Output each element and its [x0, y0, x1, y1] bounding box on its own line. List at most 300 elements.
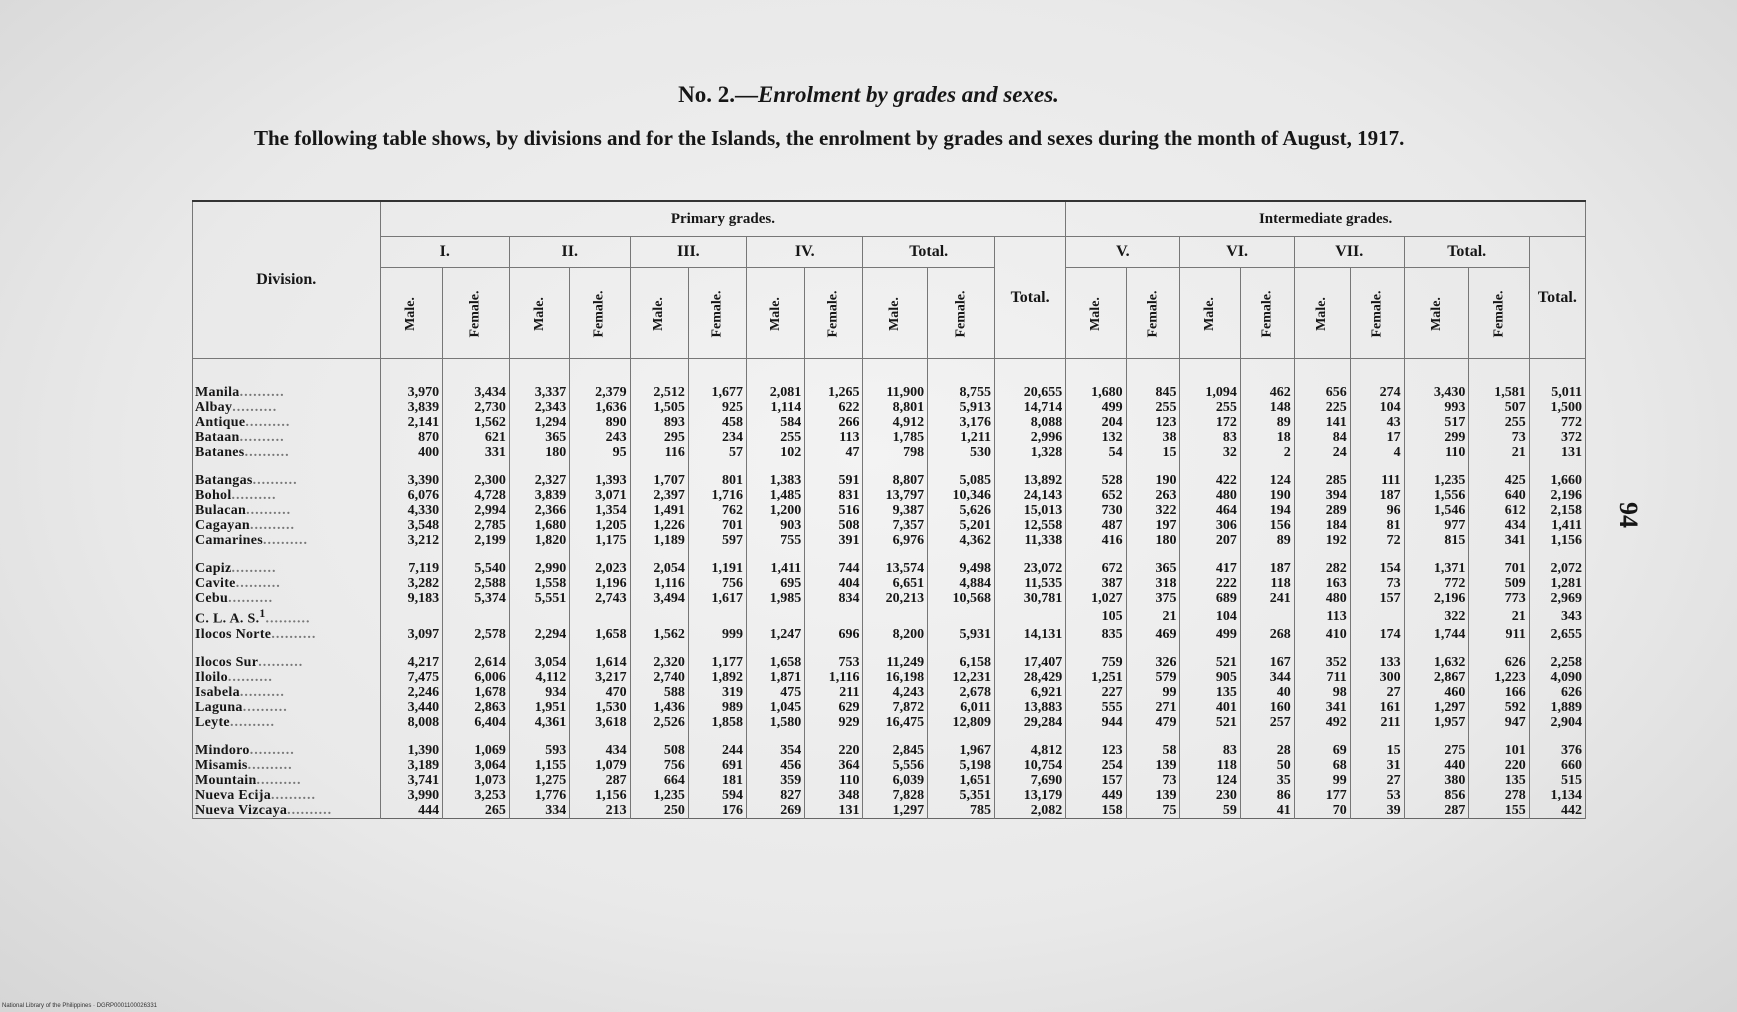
table-cell: 622 [805, 400, 863, 415]
table-cell: 3,071 [570, 488, 630, 503]
table-cell: 359 [747, 773, 805, 788]
table-cell: 1,680 [1066, 359, 1126, 401]
table-cell: 517 [1404, 415, 1469, 430]
table-cell: 6,404 [443, 715, 510, 730]
table-cell: 2,614 [443, 655, 510, 670]
division-name: Albay [195, 400, 233, 415]
table-cell: 84 [1294, 430, 1350, 445]
table-cell: 24 [1294, 445, 1350, 460]
table-cell: 629 [805, 700, 863, 715]
table-cell: 11,535 [994, 576, 1065, 591]
table-cell: 905 [1180, 670, 1240, 685]
table-cell: 18 [1240, 430, 1294, 445]
table-cell: 69 [1294, 743, 1350, 758]
table-cell: 24,143 [994, 488, 1065, 503]
table-cell: 464 [1180, 503, 1240, 518]
table-cell: 5,931 [928, 627, 995, 642]
table-cell: 475 [747, 685, 805, 700]
table-cell: 584 [747, 415, 805, 430]
table-cell: 460 [1404, 685, 1469, 700]
table-cell: 444 [380, 803, 443, 819]
table-cell: 1,776 [509, 788, 569, 803]
table-cell: 856 [1404, 788, 1469, 803]
table-cell: 354 [747, 743, 805, 758]
table-cell: 41 [1240, 803, 1294, 819]
leader-dots: .......... [249, 742, 295, 758]
table-cell: 4,912 [863, 415, 928, 430]
table-cell: 2,366 [509, 503, 569, 518]
table-cell: 480 [1180, 488, 1240, 503]
table-cell: 929 [805, 715, 863, 730]
table-cell: 265 [443, 803, 510, 819]
division-name: Misamis [195, 757, 248, 773]
table-cell: 1,281 [1529, 576, 1585, 591]
table-cell: 116 [630, 445, 688, 460]
table-cell: 220 [805, 743, 863, 758]
table-cell: 2,294 [509, 627, 569, 642]
table-cell: 59 [1180, 803, 1240, 819]
table-cell: 5,913 [928, 400, 995, 415]
table-cell: 400 [380, 445, 443, 460]
leader-dots: .......... [239, 385, 285, 400]
division-name-cell [193, 606, 381, 627]
table-cell: 555 [1066, 700, 1126, 715]
table-cell: 156 [1240, 518, 1294, 533]
table-cell: 442 [1529, 803, 1585, 819]
table-cell: 640 [1469, 488, 1529, 503]
table-cell: 13,892 [994, 473, 1065, 488]
table-cell: 139 [1126, 758, 1180, 773]
table-cell: 7,828 [863, 788, 928, 803]
leader-dots: .......... [235, 576, 281, 591]
table-cell: 515 [1529, 773, 1585, 788]
table-cell: 98 [1294, 685, 1350, 700]
table-cell: 1,189 [630, 533, 688, 548]
table-cell: 999 [688, 627, 746, 642]
table-cell: 755 [747, 533, 805, 548]
table-cell: 73 [1350, 576, 1404, 591]
table-cell: 2,578 [443, 627, 510, 642]
leader-dots: .......... [287, 802, 333, 818]
table-cell: 3,434 [443, 359, 510, 401]
table-cell: 989 [688, 700, 746, 715]
table-cell: 1,505 [630, 400, 688, 415]
table-cell: 1,614 [570, 655, 630, 670]
table-cell: 163 [1294, 576, 1350, 591]
table-cell: 234 [688, 430, 746, 445]
division-name-cell [193, 773, 381, 788]
table-cell: 3,212 [380, 533, 443, 548]
table-cell: 343 [1529, 606, 1585, 627]
table-cell: 456 [747, 758, 805, 773]
table-cell: 401 [1180, 700, 1240, 715]
division-name-cell [193, 488, 381, 503]
table-cell: 2,678 [928, 685, 995, 700]
female-label: Female. [1369, 289, 1385, 338]
title-text: Enrolment by grades and sexes. [757, 82, 1059, 107]
table-cell: 57 [688, 445, 746, 460]
table-cell: 299 [1404, 430, 1469, 445]
table-cell: 492 [1294, 715, 1350, 730]
division-name: Iloilo [195, 669, 228, 685]
table-cell: 89 [1240, 533, 1294, 548]
table-cell: 352 [1294, 655, 1350, 670]
division-name: Manila [195, 385, 240, 400]
division-name: Antique [195, 415, 246, 430]
female-label: Female. [1491, 289, 1507, 338]
table-cell: 1,156 [1529, 533, 1585, 548]
group-spacer [193, 548, 1586, 561]
table-cell: 744 [805, 561, 863, 576]
male-label: Male. [1087, 296, 1103, 331]
female-label: Female. [825, 289, 841, 338]
table-cell: 70 [1294, 803, 1350, 819]
table-cell: 2,588 [443, 576, 510, 591]
table-cell: 626 [1529, 685, 1585, 700]
table-cell: 1,235 [1404, 473, 1469, 488]
table-cell: 2,785 [443, 518, 510, 533]
table-cell: 798 [863, 445, 928, 460]
male-label: Male. [1428, 296, 1444, 331]
table-cell: 3,741 [380, 773, 443, 788]
table-cell: 944 [1066, 715, 1126, 730]
table-cell [805, 606, 863, 627]
table-cell: 3,970 [380, 359, 443, 401]
table-cell: 1,265 [805, 359, 863, 401]
table-cell: 391 [805, 533, 863, 548]
table-cell: 6,976 [863, 533, 928, 548]
male-header [747, 268, 805, 359]
table-cell: 2,969 [1529, 591, 1585, 606]
table-cell: 13,574 [863, 561, 928, 576]
table-cell: 3,839 [380, 400, 443, 415]
table-cell: 180 [1126, 533, 1180, 548]
table-cell: 99 [1126, 685, 1180, 700]
division-name-cell [193, 788, 381, 803]
table-cell: 167 [1240, 655, 1294, 670]
female-header [570, 268, 630, 359]
table-cell: 2,863 [443, 700, 510, 715]
table-cell: 947 [1469, 715, 1529, 730]
table-cell: 449 [1066, 788, 1126, 803]
table-cell: 14,714 [994, 400, 1065, 415]
table-cell: 387 [1066, 576, 1126, 591]
table-cell: 83 [1180, 430, 1240, 445]
table-cell: 176 [688, 803, 746, 819]
table-cell: 155 [1469, 803, 1529, 819]
leader-dots: .......... [239, 684, 285, 700]
female-label: Female. [1259, 289, 1275, 338]
table-cell: 2,740 [630, 670, 688, 685]
division-name-cell [193, 627, 381, 642]
table-cell: 12,231 [928, 670, 995, 685]
table-cell: 2 [1240, 445, 1294, 460]
table-cell: 2,327 [509, 473, 569, 488]
table-cell: 1,546 [1404, 503, 1469, 518]
table-cell: 4,243 [863, 685, 928, 700]
table-cell: 772 [1404, 576, 1469, 591]
division-name-cell [193, 715, 381, 730]
table-cell: 2,512 [630, 359, 688, 401]
table-cell: 4,112 [509, 670, 569, 685]
division-name: Cagayan [195, 518, 250, 533]
table-cell: 211 [1350, 715, 1404, 730]
division-name-cell [193, 655, 381, 670]
male-label: Male. [1314, 296, 1330, 331]
division-name: C. L. A. S. [195, 611, 260, 627]
table-cell: 95 [570, 445, 630, 460]
table-cell: 9,387 [863, 503, 928, 518]
table-cell: 434 [1469, 518, 1529, 533]
table-cell: 870 [380, 430, 443, 445]
table-cell [380, 606, 443, 627]
table-cell: 180 [509, 445, 569, 460]
table-cell: 7,872 [863, 700, 928, 715]
table-row [193, 743, 1586, 758]
table-cell: 81 [1350, 518, 1404, 533]
table-cell: 2,141 [380, 415, 443, 430]
enrolment-table [192, 200, 1586, 819]
female-header [688, 268, 746, 359]
leader-dots: .......... [246, 503, 292, 518]
table-cell: 689 [1180, 591, 1240, 606]
table-cell: 6,039 [863, 773, 928, 788]
table-cell: 528 [1066, 473, 1126, 488]
table-cell: 1,200 [747, 503, 805, 518]
table-cell: 672 [1066, 561, 1126, 576]
division-header: Division. [193, 201, 381, 359]
table-cell: 230 [1180, 788, 1240, 803]
division-name: Cavite [195, 576, 236, 591]
intermediate-total-header: Total. [1529, 237, 1585, 359]
table-cell: 1,491 [630, 503, 688, 518]
table-cell: 213 [570, 803, 630, 819]
leader-dots: .......... [228, 591, 274, 606]
table-cell: 1,658 [747, 655, 805, 670]
table-cell [630, 606, 688, 627]
table-cell: 177 [1294, 788, 1350, 803]
table-cell: 10,754 [994, 758, 1065, 773]
table-cell: 1,371 [1404, 561, 1469, 576]
table-cell: 287 [570, 773, 630, 788]
table-cell: 222 [1180, 576, 1240, 591]
table-cell: 2,990 [509, 561, 569, 576]
table-cell: 1,275 [509, 773, 569, 788]
table-cell: 756 [688, 576, 746, 591]
table-cell: 227 [1066, 685, 1126, 700]
table-cell: 6,921 [994, 685, 1065, 700]
division-name: Ilocos Norte [195, 626, 272, 642]
table-cell: 255 [1126, 400, 1180, 415]
table-cell: 801 [688, 473, 746, 488]
male-header [630, 268, 688, 359]
table-cell: 20,213 [863, 591, 928, 606]
table-cell: 268 [1240, 627, 1294, 642]
table-row [193, 518, 1586, 533]
leader-dots: .......... [258, 654, 304, 670]
table-cell: 711 [1294, 670, 1350, 685]
leader-dots: .......... [250, 518, 295, 533]
female-header [1469, 268, 1529, 359]
table-cell: 8,755 [928, 359, 995, 401]
table-cell: 187 [1350, 488, 1404, 503]
table-cell: 1,069 [443, 743, 510, 758]
table-cell: 1,223 [1469, 670, 1529, 685]
table-row [193, 670, 1586, 685]
table-cell: 753 [805, 655, 863, 670]
table-cell: 2,996 [994, 430, 1065, 445]
table-cell: 2,158 [1529, 503, 1585, 518]
table-cell: 269 [747, 803, 805, 819]
title-dash: — [734, 82, 758, 107]
table-cell: 696 [805, 627, 863, 642]
table-cell: 1,177 [688, 655, 746, 670]
table-cell: 422 [1180, 473, 1240, 488]
table-cell: 1,226 [630, 518, 688, 533]
table-cell: 375 [1126, 591, 1180, 606]
table-cell: 47 [805, 445, 863, 460]
table-cell: 2,258 [1529, 655, 1585, 670]
table-cell: 1,651 [928, 773, 995, 788]
leader-dots: .......... [239, 430, 285, 445]
table-cell: 3,064 [443, 758, 510, 773]
table-cell: 157 [1066, 773, 1126, 788]
table-cell: 10,568 [928, 591, 995, 606]
table-cell: 58 [1126, 743, 1180, 758]
table-cell: 1,155 [509, 758, 569, 773]
table-cell: 4 [1350, 445, 1404, 460]
table-cell: 2,730 [443, 400, 510, 415]
table-cell: 266 [805, 415, 863, 430]
table-cell: 1,678 [443, 685, 510, 700]
table-cell: 322 [1126, 503, 1180, 518]
table-cell: 890 [570, 415, 630, 430]
table-cell: 2,196 [1404, 591, 1469, 606]
male-header [380, 268, 443, 359]
table-cell: 1,892 [688, 670, 746, 685]
table-cell [1240, 606, 1294, 627]
table-cell: 1,820 [509, 533, 569, 548]
table-cell: 190 [1126, 473, 1180, 488]
table-cell: 1,390 [380, 743, 443, 758]
table-row [193, 503, 1586, 518]
table-cell: 7,119 [380, 561, 443, 576]
table-cell: 15 [1350, 743, 1404, 758]
table-cell: 1,556 [1404, 488, 1469, 503]
table-cell: 3,217 [570, 670, 630, 685]
table-cell: 592 [1469, 700, 1529, 715]
table-cell: 282 [1294, 561, 1350, 576]
table-cell: 462 [1240, 359, 1294, 401]
division-name: Nueva Ecija [195, 787, 272, 803]
table-cell: 331 [443, 445, 510, 460]
division-name: Batangas [195, 473, 253, 488]
table-cell: 509 [1469, 576, 1529, 591]
table-cell: 132 [1066, 430, 1126, 445]
table-cell: 1,580 [747, 715, 805, 730]
table-cell: 225 [1294, 400, 1350, 415]
title-number: No. 2. [678, 82, 735, 107]
page-number: 94 [1614, 502, 1643, 528]
table-cell: 1,680 [509, 518, 569, 533]
table-row [193, 400, 1586, 415]
female-header [1126, 268, 1180, 359]
table-cell: 1,073 [443, 773, 510, 788]
table-cell: 131 [805, 803, 863, 819]
table-cell: 204 [1066, 415, 1126, 430]
primary-total-header: Total. [994, 237, 1065, 359]
table-cell: 507 [1469, 400, 1529, 415]
division-name-cell [193, 743, 381, 758]
table-cell: 521 [1180, 715, 1240, 730]
table-row [193, 758, 1586, 773]
table-cell: 295 [630, 430, 688, 445]
table-row [193, 715, 1586, 730]
table-cell: 111 [1350, 473, 1404, 488]
male-label: Male. [887, 296, 903, 331]
table-cell: 417 [1180, 561, 1240, 576]
table-cell: 68 [1294, 758, 1350, 773]
table-cell: 730 [1066, 503, 1126, 518]
female-label: Female. [591, 289, 607, 338]
table-cell: 104 [1180, 606, 1240, 627]
female-header [805, 268, 863, 359]
table-cell: 1,871 [747, 670, 805, 685]
table-cell: 3,390 [380, 473, 443, 488]
table-cell: 594 [688, 788, 746, 803]
division-name: Nueva Vizcaya [195, 802, 288, 818]
table-cell: 1,079 [570, 758, 630, 773]
table-cell: 1,985 [747, 591, 805, 606]
table-cell: 479 [1126, 715, 1180, 730]
table-cell: 593 [509, 743, 569, 758]
table-cell: 287 [1404, 803, 1469, 819]
table-cell: 102 [747, 445, 805, 460]
male-header [1294, 268, 1350, 359]
table-cell: 1,632 [1404, 655, 1469, 670]
table-cell: 834 [805, 591, 863, 606]
table-cell: 255 [1180, 400, 1240, 415]
table-cell: 4,812 [994, 743, 1065, 758]
table-cell: 772 [1529, 415, 1585, 430]
table-cell [443, 606, 510, 627]
table-cell: 6,011 [928, 700, 995, 715]
table-cell: 39 [1350, 803, 1404, 819]
table-cell: 73 [1126, 773, 1180, 788]
division-name-cell [193, 359, 381, 401]
grade-header: Total. [1404, 237, 1529, 268]
table-cell: 1,562 [630, 627, 688, 642]
table-cell: 5,626 [928, 503, 995, 518]
table-cell: 54 [1066, 445, 1126, 460]
table-cell: 1,562 [443, 415, 510, 430]
table-cell: 263 [1126, 488, 1180, 503]
table-row [193, 655, 1586, 670]
table-row [193, 430, 1586, 445]
table-cell: 38 [1126, 430, 1180, 445]
table-cell: 1,027 [1066, 591, 1126, 606]
table-row [193, 700, 1586, 715]
table-cell: 8,088 [994, 415, 1065, 430]
table-cell [928, 606, 995, 627]
table-cell: 105 [1066, 606, 1126, 627]
table-cell: 365 [1126, 561, 1180, 576]
table-cell: 15 [1126, 445, 1180, 460]
grade-header: VI. [1180, 237, 1294, 268]
header-row-grades [193, 237, 1586, 268]
table-cell: 334 [509, 803, 569, 819]
table-cell: 365 [509, 430, 569, 445]
